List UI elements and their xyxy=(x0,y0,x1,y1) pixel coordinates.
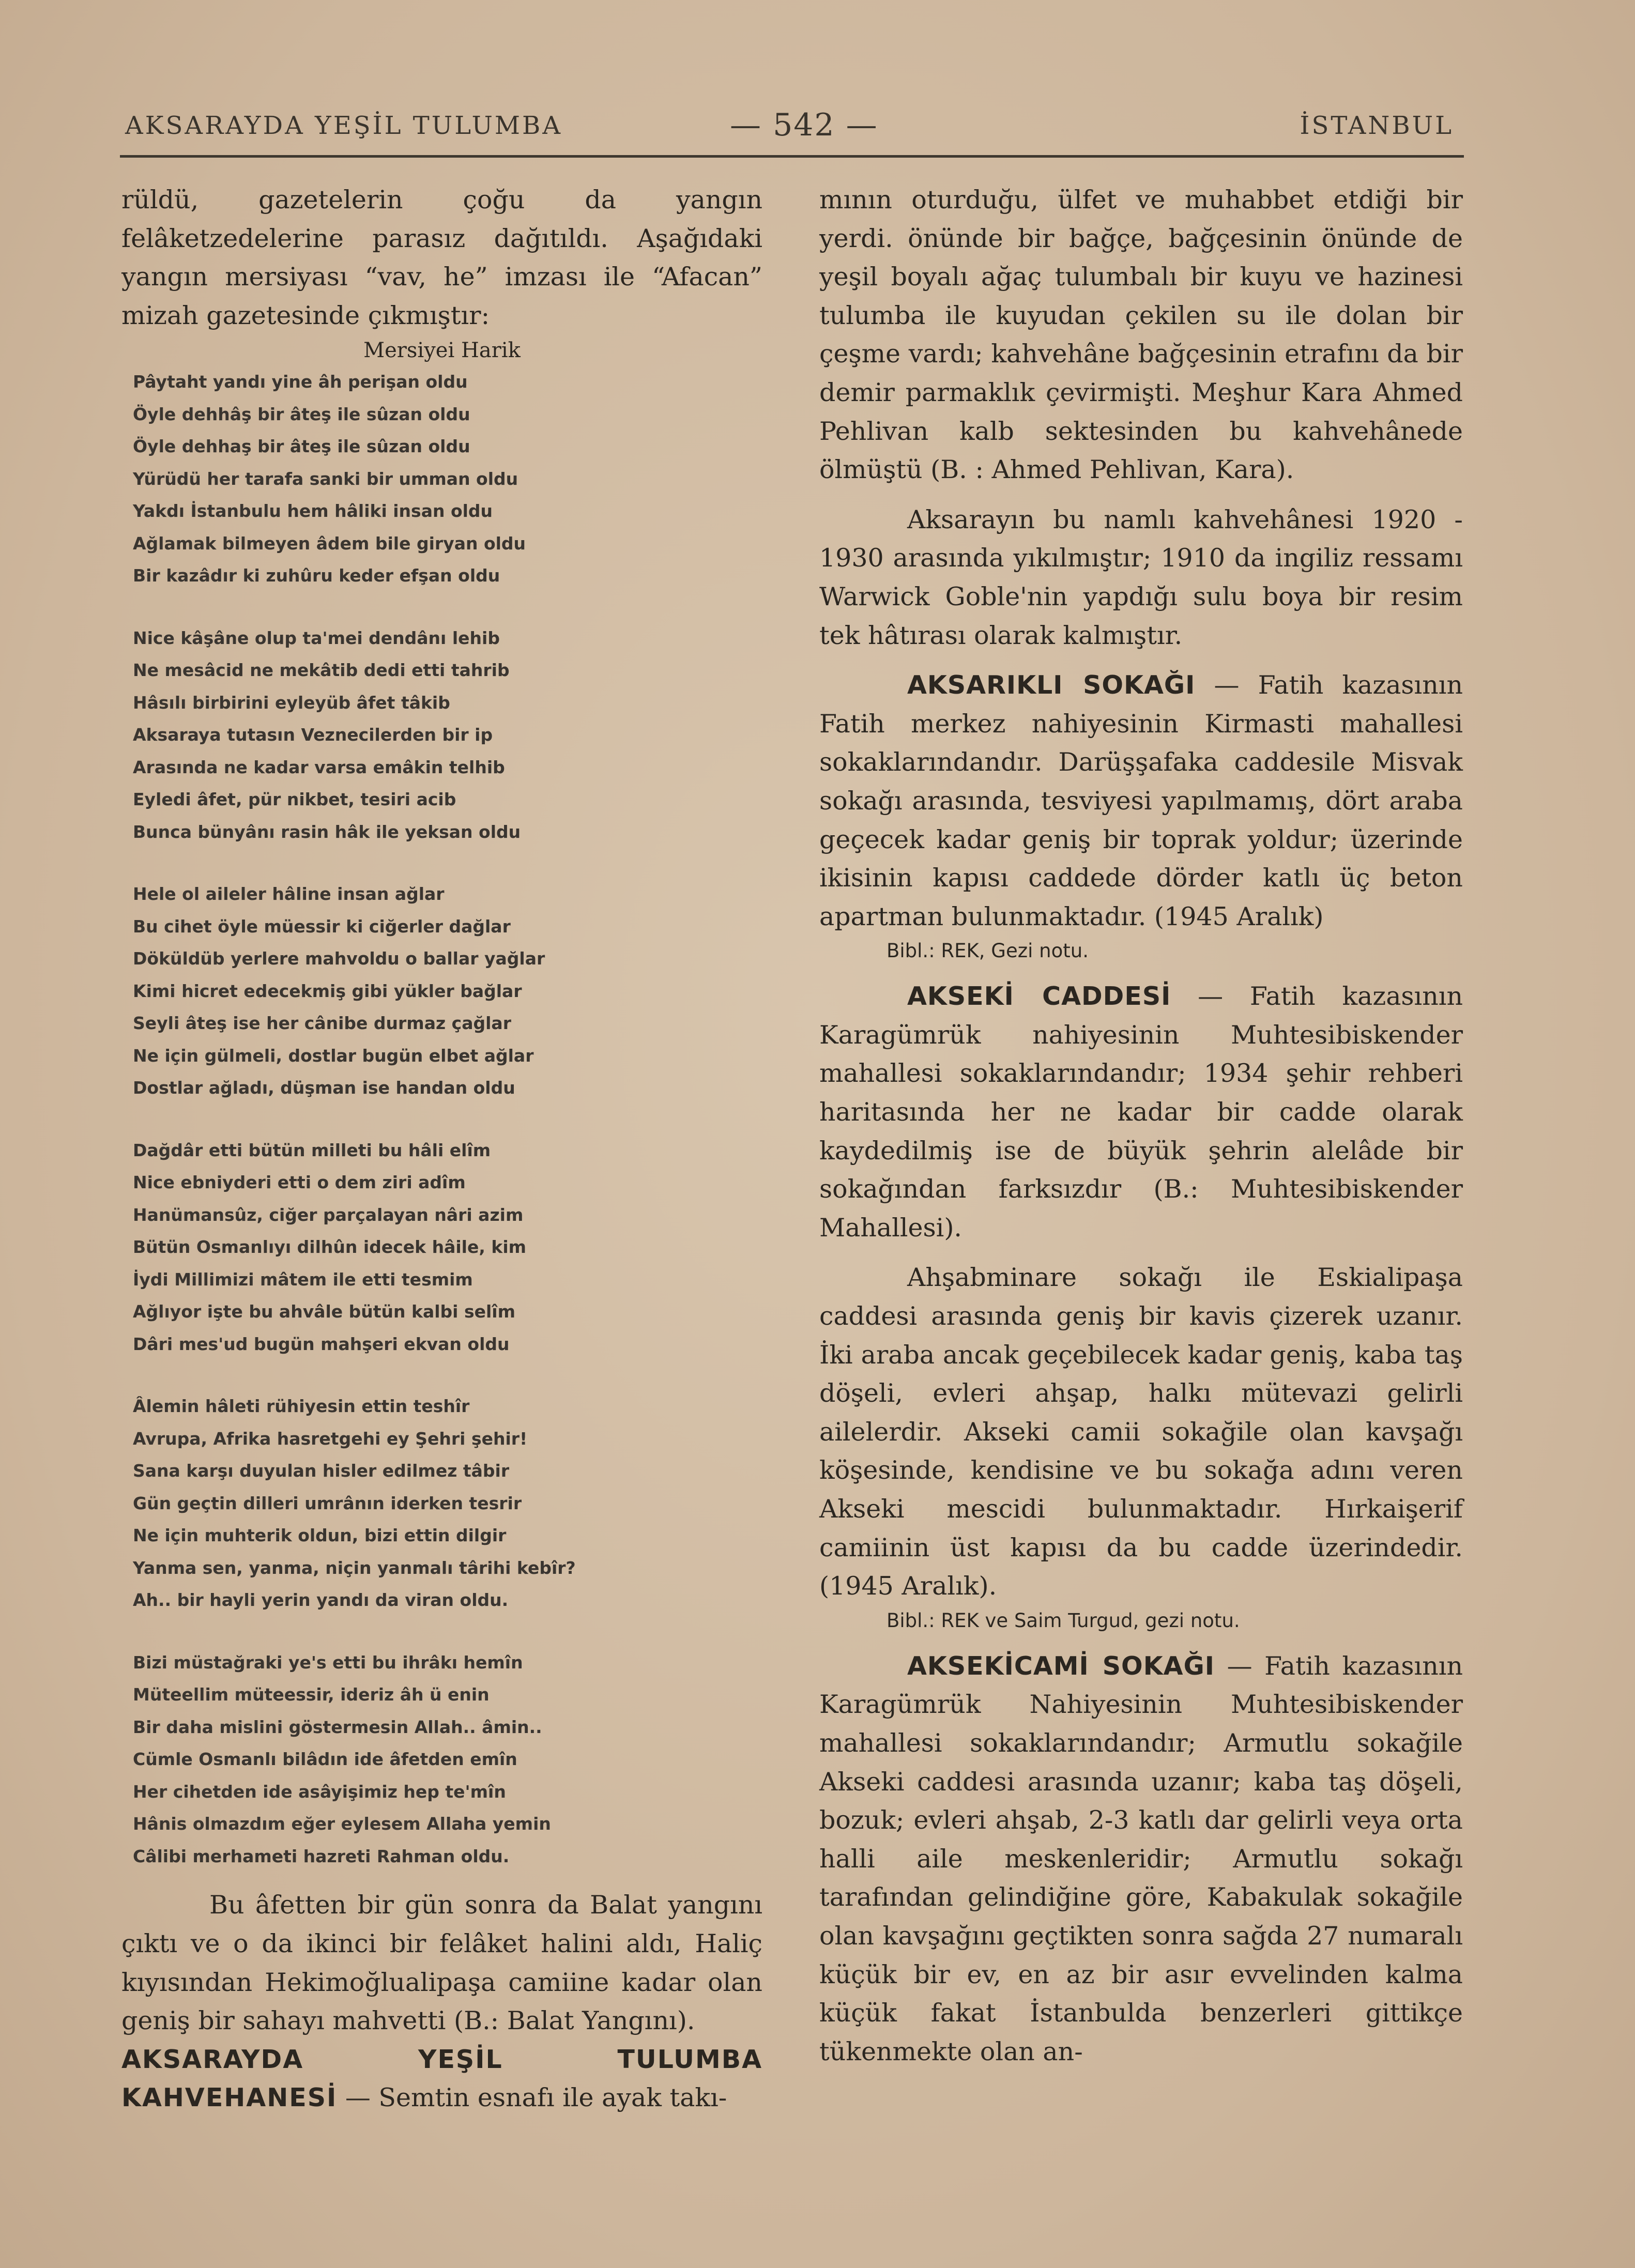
entry-heading: AKSARAYDA YEŞİL TULUMBA KAHVEHANESİ xyxy=(121,2044,762,2113)
entry-akseki-caddesi xyxy=(819,977,1463,1247)
poem-line: Arasında ne kadar varsa emâkin telhib xyxy=(133,757,505,777)
header-book-title: İSTANBUL xyxy=(1300,111,1454,140)
poem-line: Dâri mes'ud bugün mahşeri ekvan oldu xyxy=(133,1334,510,1354)
entry-heading: AKSEKİ CADDESİ xyxy=(907,982,1171,1012)
poem-stanza-3 xyxy=(133,878,762,1105)
poem-line: Kimi hicret edecekmiş gibi yükler bağlar xyxy=(133,980,522,1001)
poem-line: Nice kâşâne olup ta'mei dendânı lehib xyxy=(133,627,500,648)
poem-line: Bütün Osmanlıyı dilhûn idecek hâile, kim xyxy=(133,1237,527,1258)
continued-paragraph: mının oturduğu, ülfet ve muhabbet etdiği bir yerdi. önünde bir bağçe, bağçesinin önünde de yeşil boyalı ağaç tulumbalı bir kuyu ve hazinesi tulumba ile kuyudan çekilen su ile dolan bir çeşme vardı; kahvehâne bağçesinin etrafını da bir demir parmaklık çevirmişti. Meşhur Kara Ahmed Pehlivan kalb sektesinden bu kahvehânede ölmüştü (B. : Ahmed Pehlivan, Kara). xyxy=(819,185,1463,485)
bibliography-note: Bibl.: REK, Gezi notu. xyxy=(887,940,1089,962)
poem-line: Ağlamak bilmeyen âdem bile giryan oldu xyxy=(133,533,526,554)
entry-aksarikli xyxy=(819,666,1463,936)
poem-line: İydi Millimizi mâtem ile etti tesmim xyxy=(133,1269,473,1290)
poem-line: Hânis olmazdım eğer eylesem Allaha yemin xyxy=(133,1814,551,1834)
poem-line: Bunca bünyânı rasin hâk ile yeksan oldu xyxy=(133,821,521,842)
page-number: — 542 — xyxy=(730,107,878,143)
poem-line: Yakdı İstanbulu hem hâliki insan oldu xyxy=(133,501,493,522)
poem-line: Câlibi merhameti hazreti Rahman oldu. xyxy=(133,1846,510,1866)
poem-title: Mersiyei Harik xyxy=(363,339,521,363)
poem-stanza-2 xyxy=(133,622,762,849)
header-rule xyxy=(120,155,1464,158)
poem-line: Eyledi âfet, pür nikbet, tesiri acib xyxy=(133,789,456,810)
right-column xyxy=(819,181,1463,2071)
poem-stanza-1 xyxy=(133,366,762,592)
poem-line: Hâsılı birbirini eyleyüb âfet tâkib xyxy=(133,692,450,713)
entry-yesil-tulumba xyxy=(121,2041,762,2118)
poem-line: Ne için gülmeli, dostlar bugün elbet ağlar xyxy=(133,1045,534,1066)
after-poem-paragraph: Bu âfetten bir gün sonra da Balat yangını çıktı ve o da ikinci bir felâket halini aldı, Haliç kıyısından Hekimoğlualipaşa camiine kadar olan geniş bir sahayı mahvetti (B.: Balat Yangını). xyxy=(121,1890,762,2036)
poem-line: Ne mesâcid ne mekâtib dedi etti tahrib xyxy=(133,660,510,681)
elegy-poem xyxy=(121,366,762,1873)
poem-line: Döküldüb yerlere mahvoldu o ballar yağlar xyxy=(133,948,545,969)
poem-line: Hanümansûz, ciğer parçalayan nâri azim xyxy=(133,1204,524,1225)
poem-line: Cümle Osmanlı bilâdın ide âfetden emîn xyxy=(133,1749,517,1770)
paragraph-kahvehane: Aksarayın bu namlı kahvehânesi 1920 - 1930 arasında yıkılmıştır; 1910 da ingiliz ressamı Warwick Goble'nin yapdığı sulu boya bir resim tek hâtırası olarak kalmıştır. xyxy=(819,504,1463,650)
poem-line: Öyle dehhaş bir âteş ile sûzan oldu xyxy=(133,436,470,457)
header-section-title: AKSARAYDA YEŞİL TULUMBA xyxy=(125,111,562,140)
entry-aksekicami xyxy=(819,1647,1463,2072)
poem-line: Gün geçtin dilleri umrânın iderken tesrir xyxy=(133,1493,522,1513)
intro-paragraph: rüldü, gazetelerin çoğu da yangın felâketzedelerine parasız dağıtıldı. Aşağıdaki yangın mersiyası “vav, he” imzası ile “Afacan” mizah gazetesinde çıkmıştır: xyxy=(121,185,762,330)
poem-line: Bir daha mislini göstermesin Allah.. âmin.. xyxy=(133,1717,542,1737)
poem-line: Seyli âteş ise her cânibe durmaz çağlar xyxy=(133,1013,511,1034)
poem-line: Müteellim müteessir, ideriz âh ü enin xyxy=(133,1684,490,1705)
poem-line: Hele ol aileler hâline insan ağlar xyxy=(133,884,445,905)
poem-stanza-6 xyxy=(133,1647,762,1873)
entry-heading: AKSEKİCAMİ SOKAĞI xyxy=(907,1651,1215,1681)
running-header xyxy=(120,106,1464,142)
poem-line: Ne için muhterik oldun, bizi ettin dilgir xyxy=(133,1525,507,1546)
entry-text: — Fatih kazasının Karagümrük Nahiyesinin Muhtesibiskender mahallesi sokaklarındandır; Armutlu sokağile Akseki caddesi arasında uzanır; kaba taş döşeli, bozuk; evleri ahşab, 2-3 katlı dar gelirli veya orta halli aile meskenleridir; Armutlu sokağı tarafından gelindiğine göre, Kabakulak sokağile olan kavşağını geçtikten sonra sağda 27 numaralı küçük bir ev, en az bir asır evvelinden kalma küçük fakat İstanbulda benzerleri gittikçe tükenmekte olan an- xyxy=(819,1651,1463,2066)
poem-line: Dağdâr etti bütün milleti bu hâli elîm xyxy=(133,1140,491,1160)
poem-line: Âlemin hâleti rühiyesin ettin teshîr xyxy=(133,1396,470,1417)
poem-line: Avrupa, Afrika hasretgehi ey Şehri şehir! xyxy=(133,1428,528,1449)
entry-text: — Fatih kazasının Karagümrük nahiyesinin Muhtesibiskender mahallesi sokaklarındandır; 1934 şehir rehberi haritasında her ne kadar bir cadde olarak kaydedilmiş ise de büyük şehrin alelâde bir sokağından farksızdır (B.: Muhtesibiskender Mahallesi). xyxy=(819,982,1463,1243)
bibliography-note: Bibl.: REK ve Saim Turgud, gezi notu. xyxy=(887,1609,1240,1632)
entry-heading: AKSARIKLI SOKAĞI xyxy=(907,670,1196,700)
entry-text: — Semtin esnafı ile ayak takı- xyxy=(345,2083,727,2113)
poem-line: Ağlıyor işte bu ahvâle bütün kalbi selîm xyxy=(133,1301,516,1322)
poem-line: Aksaraya tutasın Veznecilerden bir ip xyxy=(133,725,493,745)
entry-text: — Fatih kazasının Fatih merkez nahiyesinin Kirmasti mahallesi sokaklarındandır. Darüşşafaka caddesile Misvak sokağı arasında, tesviyesi yapılmamış, dört araba geçecek kadar geniş bir toprak yoldur; üzerinde ikisinin kapısı caddede dörder katlı üç beton apartman bulunmaktadır. (1945 Aralık) xyxy=(819,670,1463,931)
left-column xyxy=(121,181,762,2118)
poem-line: Ah.. bir hayli yerin yandı da viran oldu. xyxy=(133,1590,509,1611)
poem-stanza-5 xyxy=(133,1390,762,1617)
paragraph-akseki-caddesi: Ahşabminare sokağı ile Eskialipaşa caddesi arasında geniş bir kavis çizerek uzanır. İki araba ancak geçebilecek kadar geniş, kaba taş döşeli, evleri ahşap, halkı mütevazi gelirli ailelerdir. Akseki camii sokağile olan kavşağı köşesinde, kendisine ve bu sokağa adını veren Akseki mescidi bulunmaktadır. Hırkaişerif camiinin üst kapısı da bu cadde üzerindedir. (1945 Aralık). xyxy=(819,1263,1463,1601)
poem-line: Nice ebniyderi etti o dem ziri adîm xyxy=(133,1172,466,1193)
poem-line: Yürüdü her tarafa sanki bir umman oldu xyxy=(133,468,518,489)
poem-line: Bu cihet öyle müessir ki ciğerler dağlar xyxy=(133,916,511,937)
poem-line: Bizi müstağraki ye's etti bu ihrâkı hemîn xyxy=(133,1652,523,1673)
poem-line: Dostlar ağladı, düşman ise handan oldu xyxy=(133,1078,515,1098)
poem-line: Yanma sen, yanma, niçin yanmalı târihi kebîr? xyxy=(133,1557,576,1578)
poem-stanza-4 xyxy=(133,1135,762,1361)
poem-line: Bir kazâdır ki zuhûru keder efşan oldu xyxy=(133,565,500,586)
poem-line: Her cihetden ide asâyişimiz hep te'mîn xyxy=(133,1781,506,1802)
poem-line: Sana karşı duyulan hisler edilmez tâbir xyxy=(133,1461,510,1481)
poem-line: Öyle dehhâş bir âteş ile sûzan oldu xyxy=(133,404,470,424)
poem-line: Pâytaht yandı yine âh perişan oldu xyxy=(133,372,468,392)
